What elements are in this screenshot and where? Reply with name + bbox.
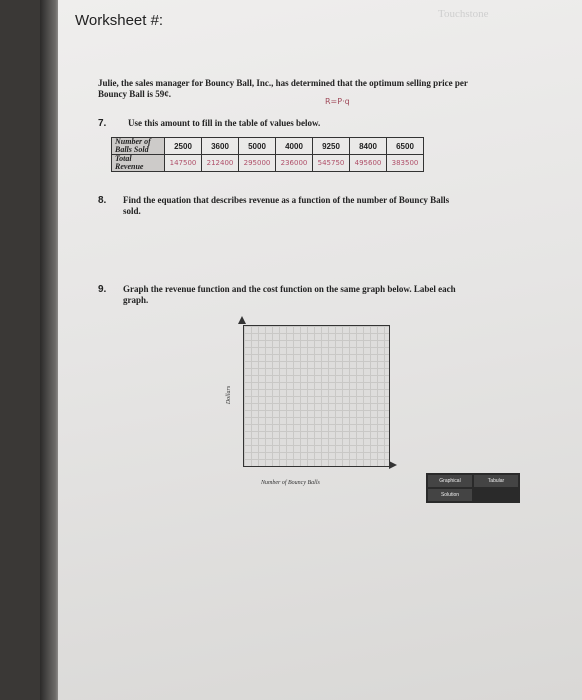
balls-sold-cell: 5000 — [239, 138, 276, 155]
solution-button[interactable]: Solution — [428, 489, 472, 501]
worksheet-page — [58, 0, 582, 700]
revenue-cell: 295000 — [239, 155, 276, 172]
worksheet-heading: Worksheet #: — [75, 12, 164, 29]
question-7-number: 7. — [98, 118, 107, 129]
revenue-cell: 147500 — [165, 155, 202, 172]
table-row-revenue — [112, 155, 424, 172]
question-9-text: Graph the revenue function and the cost function on the same graph below. Label each graph. — [123, 284, 456, 305]
empty-slot — [474, 489, 518, 501]
question-8-number: 8. — [98, 195, 107, 206]
balls-sold-cell: 6500 — [387, 138, 424, 155]
graphical-button[interactable]: Graphical — [428, 475, 472, 487]
graph-grid[interactable] — [243, 325, 390, 467]
view-toggle-group — [426, 473, 520, 503]
revenue-cell: 236000 — [276, 155, 313, 172]
row-label-balls-sold: Number of Balls Sold — [112, 138, 165, 155]
faint-header-text: Touchstone — [438, 8, 489, 20]
question-7-text: Use this amount to fill in the table of values below. — [128, 118, 321, 128]
revenue-cell: 383500 — [387, 155, 424, 172]
question-8-text: Find the equation that describes revenue as a function of the number of Bouncy Balls sold. — [123, 195, 450, 216]
balls-sold-cell: 4000 — [276, 138, 313, 155]
tabular-button[interactable]: Tabular — [474, 475, 518, 487]
handwritten-formula: R=P·q — [325, 97, 350, 106]
table-row-balls-sold — [112, 138, 424, 155]
question-9-number: 9. — [98, 284, 107, 295]
balls-sold-cell: 3600 — [202, 138, 239, 155]
revenue-cell: 212400 — [202, 155, 239, 172]
x-axis-label: Number of Bouncy Balls — [261, 480, 320, 486]
row-label-revenue: Total Revenue — [112, 155, 165, 172]
revenue-cell: 495600 — [350, 155, 387, 172]
problem-intro: Julie, the sales manager for Bouncy Ball, Inc., has determined that the optimum selling price per Bouncy Ball is 59¢. — [98, 78, 468, 99]
values-table — [111, 137, 424, 172]
revenue-cell: 545750 — [313, 155, 350, 172]
balls-sold-cell: 8400 — [350, 138, 387, 155]
x-axis-arrow — [389, 461, 397, 469]
y-axis-arrow — [238, 316, 246, 324]
balls-sold-cell: 2500 — [165, 138, 202, 155]
balls-sold-cell: 9250 — [313, 138, 350, 155]
y-axis-label: Dollars — [226, 385, 233, 405]
